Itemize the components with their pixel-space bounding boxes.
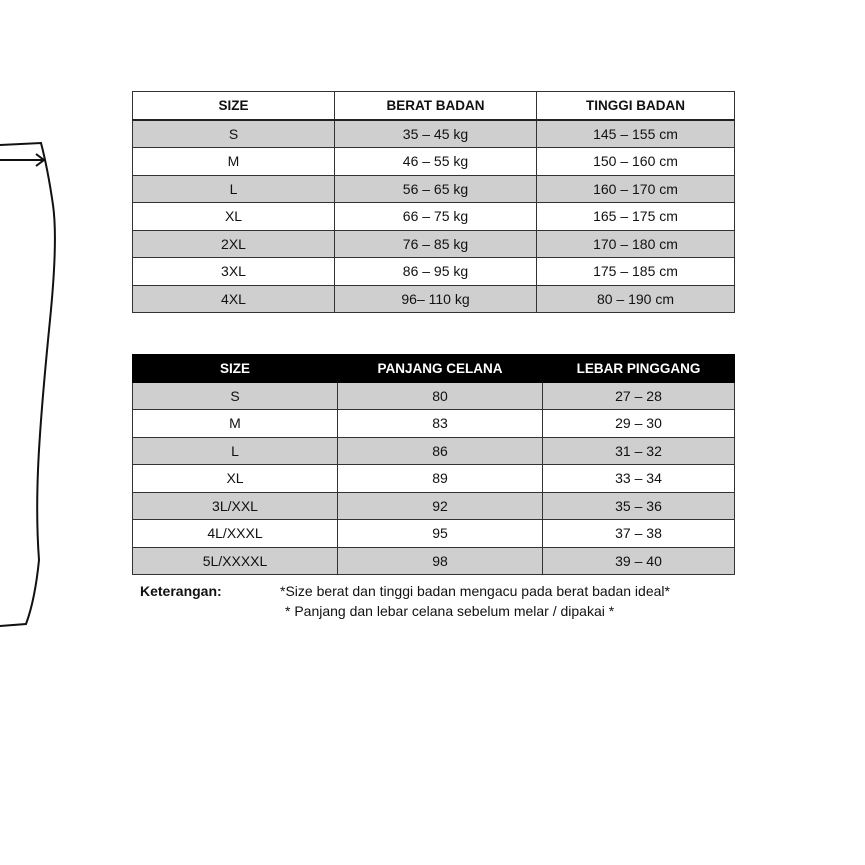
cell: 2XL [133, 230, 335, 258]
cell: 98 [338, 547, 543, 575]
table-row [133, 465, 735, 493]
cell: S [133, 382, 338, 410]
cell: 165 – 175 cm [537, 203, 735, 231]
cell: 4L/XXXL [133, 520, 338, 548]
cell: M [133, 148, 335, 176]
cell: L [133, 175, 335, 203]
cell: 80 [338, 382, 543, 410]
cell: 31 – 32 [543, 437, 735, 465]
table-row [133, 258, 735, 286]
table-row [133, 203, 735, 231]
cell: 66 – 75 kg [335, 203, 537, 231]
table-row [133, 547, 735, 575]
cell: 83 [338, 410, 543, 438]
body-size-table [132, 91, 735, 313]
cell: 39 – 40 [543, 547, 735, 575]
header-waist: LEBAR PINGGANG [543, 355, 735, 383]
cell: 29 – 30 [543, 410, 735, 438]
cell: 3XL [133, 258, 335, 286]
table-row [133, 492, 735, 520]
table-row [133, 230, 735, 258]
header-length: PANJANG CELANA [338, 355, 543, 383]
table-row [133, 410, 735, 438]
cell: 175 – 185 cm [537, 258, 735, 286]
cell: 33 – 34 [543, 465, 735, 493]
cell: 170 – 180 cm [537, 230, 735, 258]
cell: 35 – 36 [543, 492, 735, 520]
cell: 4XL [133, 285, 335, 313]
cell: 96– 110 kg [335, 285, 537, 313]
cell: 80 – 190 cm [537, 285, 735, 313]
note-line: *Size berat dan tinggi badan mengacu pada berat badan ideal* [280, 583, 670, 599]
cell: 35 – 45 kg [335, 120, 537, 148]
cell: 160 – 170 cm [537, 175, 735, 203]
table-row [133, 437, 735, 465]
cell: 89 [338, 465, 543, 493]
table-row [133, 285, 735, 313]
table-row [133, 148, 735, 176]
cell: 46 – 55 kg [335, 148, 537, 176]
cell: XL [133, 465, 338, 493]
cell: M [133, 410, 338, 438]
cell: 145 – 155 cm [537, 120, 735, 148]
header-weight: BERAT BADAN [335, 92, 537, 120]
cell: S [133, 120, 335, 148]
cell: 150 – 160 cm [537, 148, 735, 176]
table-row [133, 120, 735, 148]
pants-size-table [132, 354, 735, 575]
cell: 5L/XXXXL [133, 547, 338, 575]
note-line: * Panjang dan lebar celana sebelum melar / dipakai * [285, 603, 615, 619]
cell: 3L/XXL [133, 492, 338, 520]
cell: XL [133, 203, 335, 231]
header-size: SIZE [133, 355, 338, 383]
table-row [133, 382, 735, 410]
cell: L [133, 437, 338, 465]
header-size: SIZE [133, 92, 335, 120]
cell: 56 – 65 kg [335, 175, 537, 203]
cell: 95 [338, 520, 543, 548]
header-height: TINGGI BADAN [537, 92, 735, 120]
cell: 92 [338, 492, 543, 520]
table-row [133, 520, 735, 548]
cell: 86 – 95 kg [335, 258, 537, 286]
table-header-row [133, 355, 735, 383]
pants-outline-drawing [0, 0, 130, 640]
cell: 76 – 85 kg [335, 230, 537, 258]
table-row [133, 175, 735, 203]
cell: 37 – 38 [543, 520, 735, 548]
notes-label: Keterangan: [140, 583, 222, 599]
table-header-row [133, 92, 735, 120]
waist-arrow-icon [0, 154, 44, 166]
cell: 27 – 28 [543, 382, 735, 410]
cell: 86 [338, 437, 543, 465]
